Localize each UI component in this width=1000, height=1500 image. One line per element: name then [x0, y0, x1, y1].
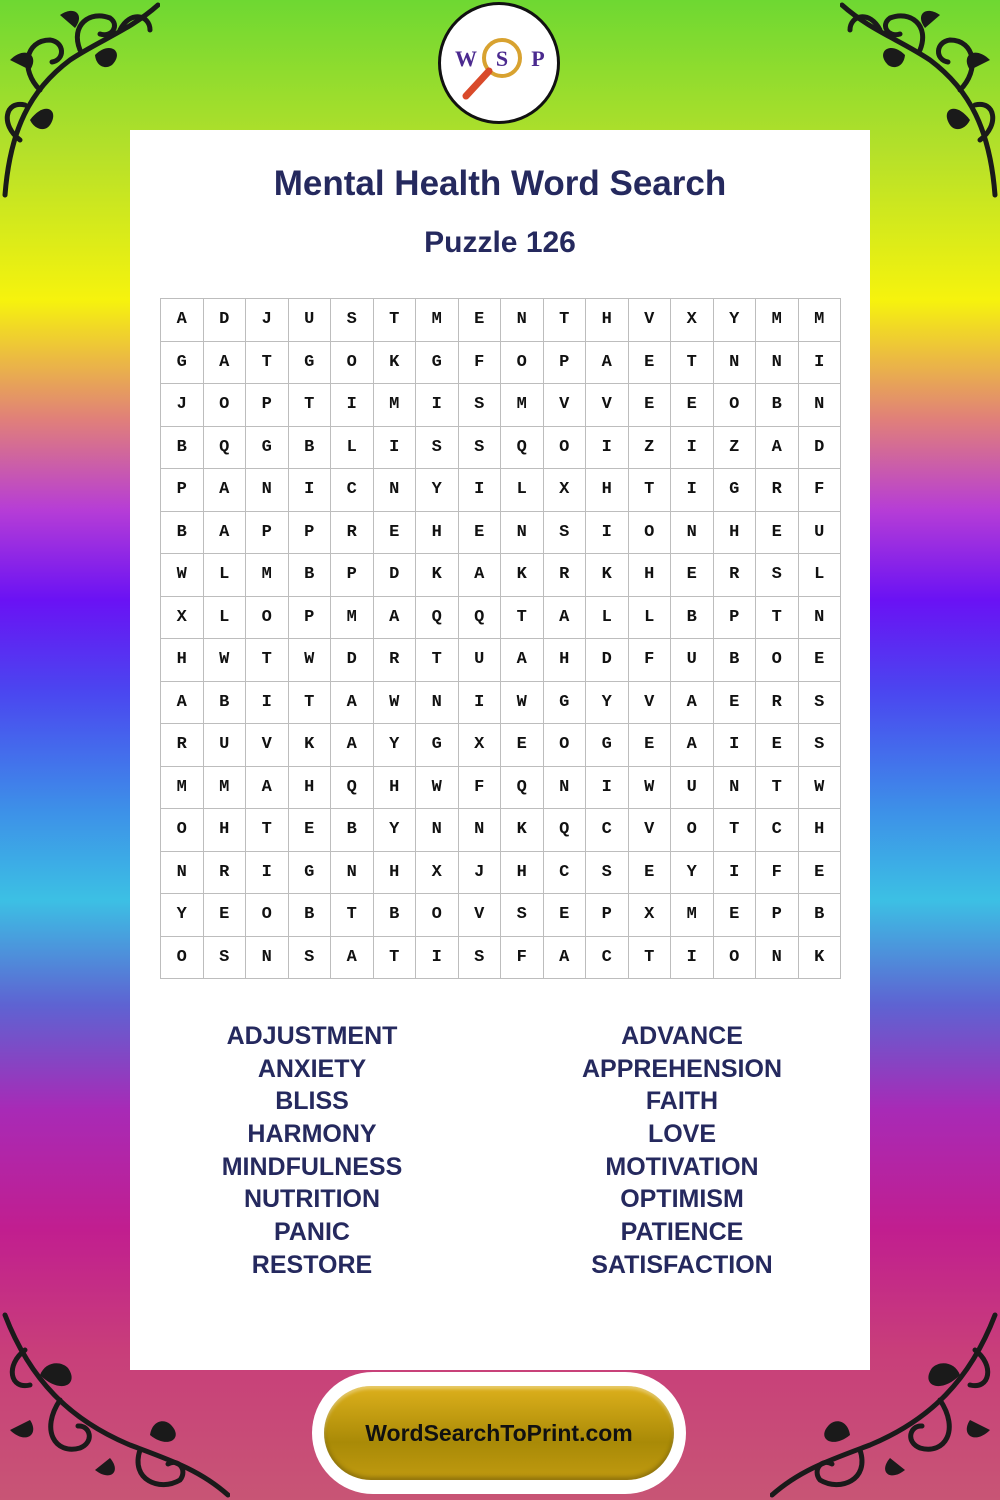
- grid-cell: T: [629, 469, 672, 512]
- grid-cell: A: [671, 682, 714, 725]
- grid-cell: P: [544, 342, 587, 385]
- grid-cell: H: [289, 767, 332, 810]
- grid-cell: H: [416, 512, 459, 555]
- word-list-item: ADJUSTMENT: [226, 1022, 398, 1050]
- grid-cell: D: [799, 427, 842, 470]
- grid-cell: M: [416, 299, 459, 342]
- grid-cell: V: [629, 299, 672, 342]
- grid-cell: W: [161, 554, 204, 597]
- grid-cell: L: [799, 554, 842, 597]
- grid-cell: W: [289, 639, 332, 682]
- grid-cell: B: [331, 809, 374, 852]
- grid-cell: S: [501, 894, 544, 937]
- grid-cell: I: [799, 342, 842, 385]
- grid-cell: N: [714, 342, 757, 385]
- grid-cell: V: [629, 809, 672, 852]
- grid-cell: N: [416, 809, 459, 852]
- grid-cell: H: [629, 554, 672, 597]
- grid-cell: X: [629, 894, 672, 937]
- grid-cell: O: [629, 512, 672, 555]
- grid-cell: C: [586, 809, 629, 852]
- grid-cell: H: [714, 512, 757, 555]
- grid-cell: B: [289, 894, 332, 937]
- grid-cell: A: [756, 427, 799, 470]
- grid-cell: K: [799, 937, 842, 980]
- wsp-logo: [438, 2, 560, 124]
- word-list-item: NUTRITION: [243, 1185, 381, 1214]
- grid-cell: U: [204, 724, 247, 767]
- grid-cell: I: [374, 427, 417, 470]
- grid-cell: E: [671, 384, 714, 427]
- grid-cell: F: [459, 767, 502, 810]
- word-list-item: SATISFACTION: [591, 1250, 773, 1279]
- grid-cell: Z: [714, 427, 757, 470]
- grid-cell: I: [289, 469, 332, 512]
- grid-cell: T: [374, 937, 417, 980]
- grid-cell: Y: [416, 469, 459, 512]
- grid-cell: D: [204, 299, 247, 342]
- grid-cell: Q: [459, 597, 502, 640]
- grid-cell: T: [416, 639, 459, 682]
- grid-cell: B: [161, 512, 204, 555]
- grid-cell: N: [416, 682, 459, 725]
- grid-cell: Q: [501, 767, 544, 810]
- grid-cell: N: [756, 342, 799, 385]
- grid-cell: H: [586, 469, 629, 512]
- grid-cell: C: [331, 469, 374, 512]
- grid-cell: R: [544, 554, 587, 597]
- grid-cell: R: [756, 469, 799, 512]
- grid-cell: O: [714, 384, 757, 427]
- grid-cell: X: [161, 597, 204, 640]
- grid-cell: H: [544, 639, 587, 682]
- grid-cell: T: [246, 342, 289, 385]
- grid-cell: I: [714, 852, 757, 895]
- grid-cell: T: [331, 894, 374, 937]
- logo-letter-w: W: [455, 46, 477, 71]
- grid-cell: E: [204, 894, 247, 937]
- grid-cell: G: [416, 724, 459, 767]
- grid-cell: M: [756, 299, 799, 342]
- grid-cell: A: [501, 639, 544, 682]
- puzzle-number: Puzzle 126: [424, 226, 576, 259]
- grid-cell: T: [374, 299, 417, 342]
- grid-cell: T: [246, 809, 289, 852]
- grid-cell: K: [501, 554, 544, 597]
- grid-cell: M: [161, 767, 204, 810]
- grid-cell: M: [246, 554, 289, 597]
- grid-cell: L: [204, 554, 247, 597]
- grid-cell: V: [629, 682, 672, 725]
- grid-cell: B: [289, 554, 332, 597]
- grid-cell: W: [416, 767, 459, 810]
- grid-cell: T: [756, 767, 799, 810]
- grid-cell: L: [331, 427, 374, 470]
- grid-cell: P: [161, 469, 204, 512]
- word-list-item: FAITH: [645, 1087, 719, 1116]
- grid-cell: G: [714, 469, 757, 512]
- grid-cell: M: [331, 597, 374, 640]
- grid-cell: N: [374, 469, 417, 512]
- grid-cell: U: [289, 299, 332, 342]
- grid-cell: N: [799, 597, 842, 640]
- grid-cell: I: [671, 427, 714, 470]
- grid-cell: T: [671, 342, 714, 385]
- grid-cell: K: [374, 342, 417, 385]
- grid-cell: E: [714, 682, 757, 725]
- grid-cell: T: [714, 809, 757, 852]
- grid-cell: S: [459, 384, 502, 427]
- grid-cell: F: [459, 342, 502, 385]
- grid-cell: U: [671, 767, 714, 810]
- grid-cell: C: [544, 852, 587, 895]
- grid-cell: N: [756, 937, 799, 980]
- grid-cell: B: [161, 427, 204, 470]
- grid-cell: A: [544, 597, 587, 640]
- grid-cell: Q: [501, 427, 544, 470]
- puzzle-panel: [130, 130, 870, 1370]
- grid-cell: N: [714, 767, 757, 810]
- grid-cell: P: [756, 894, 799, 937]
- grid-cell: E: [289, 809, 332, 852]
- grid-cell: G: [161, 342, 204, 385]
- grid-cell: Y: [374, 809, 417, 852]
- grid-cell: E: [501, 724, 544, 767]
- grid-cell: F: [756, 852, 799, 895]
- grid-cell: E: [459, 512, 502, 555]
- grid-cell: O: [714, 937, 757, 980]
- word-list-item: MINDFULNESS: [221, 1152, 403, 1181]
- grid-cell: B: [374, 894, 417, 937]
- grid-cell: Z: [629, 427, 672, 470]
- grid-cell: N: [246, 937, 289, 980]
- grid-cell: O: [544, 427, 587, 470]
- grid-cell: O: [756, 639, 799, 682]
- grid-cell: S: [204, 937, 247, 980]
- grid-cell: O: [416, 894, 459, 937]
- grid-cell: F: [799, 469, 842, 512]
- grid-cell: A: [161, 299, 204, 342]
- grid-cell: Y: [714, 299, 757, 342]
- word-list-item: OPTIMISM: [620, 1185, 744, 1214]
- grid-cell: Y: [671, 852, 714, 895]
- grid-cell: I: [586, 767, 629, 810]
- grid-cell: A: [246, 767, 289, 810]
- grid-cell: I: [586, 427, 629, 470]
- grid-cell: P: [246, 384, 289, 427]
- grid-cell: I: [714, 724, 757, 767]
- grid-cell: M: [671, 894, 714, 937]
- grid-cell: W: [374, 682, 417, 725]
- word-list-item: RESTORE: [251, 1250, 373, 1279]
- grid-cell: J: [246, 299, 289, 342]
- grid-cell: E: [671, 554, 714, 597]
- word-list-item: MOTIVATION: [605, 1152, 759, 1181]
- grid-cell: E: [756, 512, 799, 555]
- grid-cell: O: [246, 894, 289, 937]
- grid-cell: Y: [374, 724, 417, 767]
- grid-cell: O: [204, 384, 247, 427]
- grid-cell: A: [374, 597, 417, 640]
- grid-cell: O: [246, 597, 289, 640]
- grid-cell: X: [544, 469, 587, 512]
- word-list-item: APPREHENSION: [581, 1054, 783, 1083]
- grid-cell: C: [586, 937, 629, 980]
- grid-cell: I: [459, 469, 502, 512]
- grid-cell: W: [204, 639, 247, 682]
- grid-cell: H: [204, 809, 247, 852]
- grid-cell: N: [246, 469, 289, 512]
- word-list-item: LOVE: [647, 1120, 717, 1149]
- grid-cell: S: [416, 427, 459, 470]
- grid-cell: A: [204, 512, 247, 555]
- logo-letter-s: S: [495, 46, 509, 71]
- grid-cell: A: [331, 937, 374, 980]
- word-list-item: PATIENCE: [620, 1218, 744, 1247]
- grid-cell: B: [289, 427, 332, 470]
- grid-cell: T: [544, 299, 587, 342]
- grid-cell: E: [629, 384, 672, 427]
- grid-cell: Q: [544, 809, 587, 852]
- grid-cell: Q: [331, 767, 374, 810]
- grid-cell: E: [799, 852, 842, 895]
- grid-cell: A: [459, 554, 502, 597]
- grid-cell: D: [374, 554, 417, 597]
- grid-cell: A: [544, 937, 587, 980]
- grid-cell: T: [289, 384, 332, 427]
- grid-cell: A: [204, 469, 247, 512]
- grid-cell: A: [331, 724, 374, 767]
- grid-cell: O: [161, 809, 204, 852]
- grid-cell: R: [161, 724, 204, 767]
- grid-cell: E: [374, 512, 417, 555]
- grid-cell: E: [629, 342, 672, 385]
- grid-cell: D: [331, 639, 374, 682]
- grid-cell: W: [501, 682, 544, 725]
- grid-cell: P: [586, 894, 629, 937]
- grid-cell: B: [204, 682, 247, 725]
- grid-cell: I: [246, 682, 289, 725]
- grid-cell: I: [416, 384, 459, 427]
- grid-cell: N: [331, 852, 374, 895]
- grid-cell: A: [671, 724, 714, 767]
- grid-cell: A: [204, 342, 247, 385]
- grid-cell: V: [459, 894, 502, 937]
- grid-cell: S: [289, 937, 332, 980]
- grid-cell: W: [629, 767, 672, 810]
- grid-cell: S: [756, 554, 799, 597]
- grid-cell: H: [374, 852, 417, 895]
- grid-cell: E: [714, 894, 757, 937]
- grid-cell: E: [799, 639, 842, 682]
- grid-cell: X: [416, 852, 459, 895]
- grid-cell: U: [799, 512, 842, 555]
- grid-cell: G: [544, 682, 587, 725]
- grid-cell: H: [161, 639, 204, 682]
- grid-cell: M: [501, 384, 544, 427]
- grid-cell: U: [459, 639, 502, 682]
- grid-cell: S: [799, 682, 842, 725]
- grid-cell: P: [246, 512, 289, 555]
- grid-cell: J: [459, 852, 502, 895]
- grid-cell: I: [586, 512, 629, 555]
- grid-cell: X: [671, 299, 714, 342]
- grid-cell: A: [586, 342, 629, 385]
- grid-cell: N: [799, 384, 842, 427]
- grid-cell: M: [799, 299, 842, 342]
- grid-cell: E: [756, 724, 799, 767]
- grid-cell: U: [671, 639, 714, 682]
- grid-cell: S: [331, 299, 374, 342]
- word-list-item: ADVANCE: [621, 1022, 743, 1050]
- word-list-item: HARMONY: [247, 1120, 377, 1149]
- grid-cell: R: [374, 639, 417, 682]
- grid-cell: N: [459, 809, 502, 852]
- grid-cell: B: [714, 639, 757, 682]
- grid-cell: L: [629, 597, 672, 640]
- grid-cell: O: [161, 937, 204, 980]
- page-title: Mental Health Word Search: [273, 164, 727, 203]
- word-list-item: BLISS: [275, 1087, 349, 1116]
- grid-cell: H: [586, 299, 629, 342]
- grid-cell: I: [416, 937, 459, 980]
- word-list-item: ANXIETY: [257, 1054, 367, 1083]
- grid-cell: Q: [204, 427, 247, 470]
- grid-cell: Y: [586, 682, 629, 725]
- letter-grid: [160, 298, 841, 979]
- grid-cell: E: [459, 299, 502, 342]
- grid-cell: Q: [416, 597, 459, 640]
- grid-cell: J: [161, 384, 204, 427]
- grid-cell: T: [756, 597, 799, 640]
- grid-cell: R: [714, 554, 757, 597]
- grid-cell: S: [459, 427, 502, 470]
- grid-cell: T: [246, 639, 289, 682]
- grid-cell: N: [671, 512, 714, 555]
- word-list: [130, 1020, 870, 1282]
- grid-cell: S: [586, 852, 629, 895]
- grid-cell: P: [289, 512, 332, 555]
- grid-cell: D: [586, 639, 629, 682]
- grid-cell: L: [204, 597, 247, 640]
- grid-cell: X: [459, 724, 502, 767]
- grid-cell: L: [586, 597, 629, 640]
- grid-cell: S: [544, 512, 587, 555]
- grid-cell: N: [501, 512, 544, 555]
- grid-cell: R: [204, 852, 247, 895]
- grid-cell: W: [799, 767, 842, 810]
- grid-cell: B: [756, 384, 799, 427]
- grid-cell: L: [501, 469, 544, 512]
- grid-cell: G: [289, 342, 332, 385]
- grid-cell: E: [629, 724, 672, 767]
- grid-cell: I: [459, 682, 502, 725]
- grid-cell: G: [246, 427, 289, 470]
- grid-cell: I: [671, 469, 714, 512]
- website-badge: [312, 1372, 686, 1494]
- grid-cell: M: [374, 384, 417, 427]
- grid-cell: H: [374, 767, 417, 810]
- grid-cell: K: [416, 554, 459, 597]
- grid-cell: F: [629, 639, 672, 682]
- grid-cell: A: [331, 682, 374, 725]
- grid-cell: R: [331, 512, 374, 555]
- grid-cell: T: [289, 682, 332, 725]
- grid-cell: O: [671, 809, 714, 852]
- grid-cell: F: [501, 937, 544, 980]
- grid-cell: G: [289, 852, 332, 895]
- grid-cell: B: [671, 597, 714, 640]
- grid-cell: I: [671, 937, 714, 980]
- grid-cell: N: [161, 852, 204, 895]
- website-link[interactable]: WordSearchToPrint.com: [324, 1386, 674, 1480]
- grid-cell: N: [501, 299, 544, 342]
- grid-cell: I: [246, 852, 289, 895]
- grid-cell: T: [501, 597, 544, 640]
- grid-cell: S: [459, 937, 502, 980]
- grid-cell: I: [331, 384, 374, 427]
- grid-cell: G: [586, 724, 629, 767]
- grid-cell: P: [289, 597, 332, 640]
- word-list-item: PANIC: [274, 1218, 350, 1247]
- grid-cell: K: [586, 554, 629, 597]
- logo-letter-p: P: [531, 46, 545, 71]
- grid-cell: Y: [161, 894, 204, 937]
- grid-cell: P: [714, 597, 757, 640]
- grid-cell: N: [544, 767, 587, 810]
- grid-cell: A: [161, 682, 204, 725]
- grid-cell: G: [416, 342, 459, 385]
- grid-cell: T: [629, 937, 672, 980]
- grid-cell: H: [501, 852, 544, 895]
- grid-cell: V: [246, 724, 289, 767]
- grid-cell: E: [629, 852, 672, 895]
- grid-cell: K: [501, 809, 544, 852]
- grid-cell: E: [544, 894, 587, 937]
- grid-cell: V: [586, 384, 629, 427]
- grid-cell: O: [544, 724, 587, 767]
- grid-cell: O: [501, 342, 544, 385]
- grid-cell: O: [331, 342, 374, 385]
- grid-cell: S: [799, 724, 842, 767]
- grid-cell: B: [799, 894, 842, 937]
- grid-cell: C: [756, 809, 799, 852]
- grid-cell: M: [204, 767, 247, 810]
- grid-cell: R: [756, 682, 799, 725]
- grid-cell: V: [544, 384, 587, 427]
- grid-cell: P: [331, 554, 374, 597]
- grid-cell: K: [289, 724, 332, 767]
- grid-cell: H: [799, 809, 842, 852]
